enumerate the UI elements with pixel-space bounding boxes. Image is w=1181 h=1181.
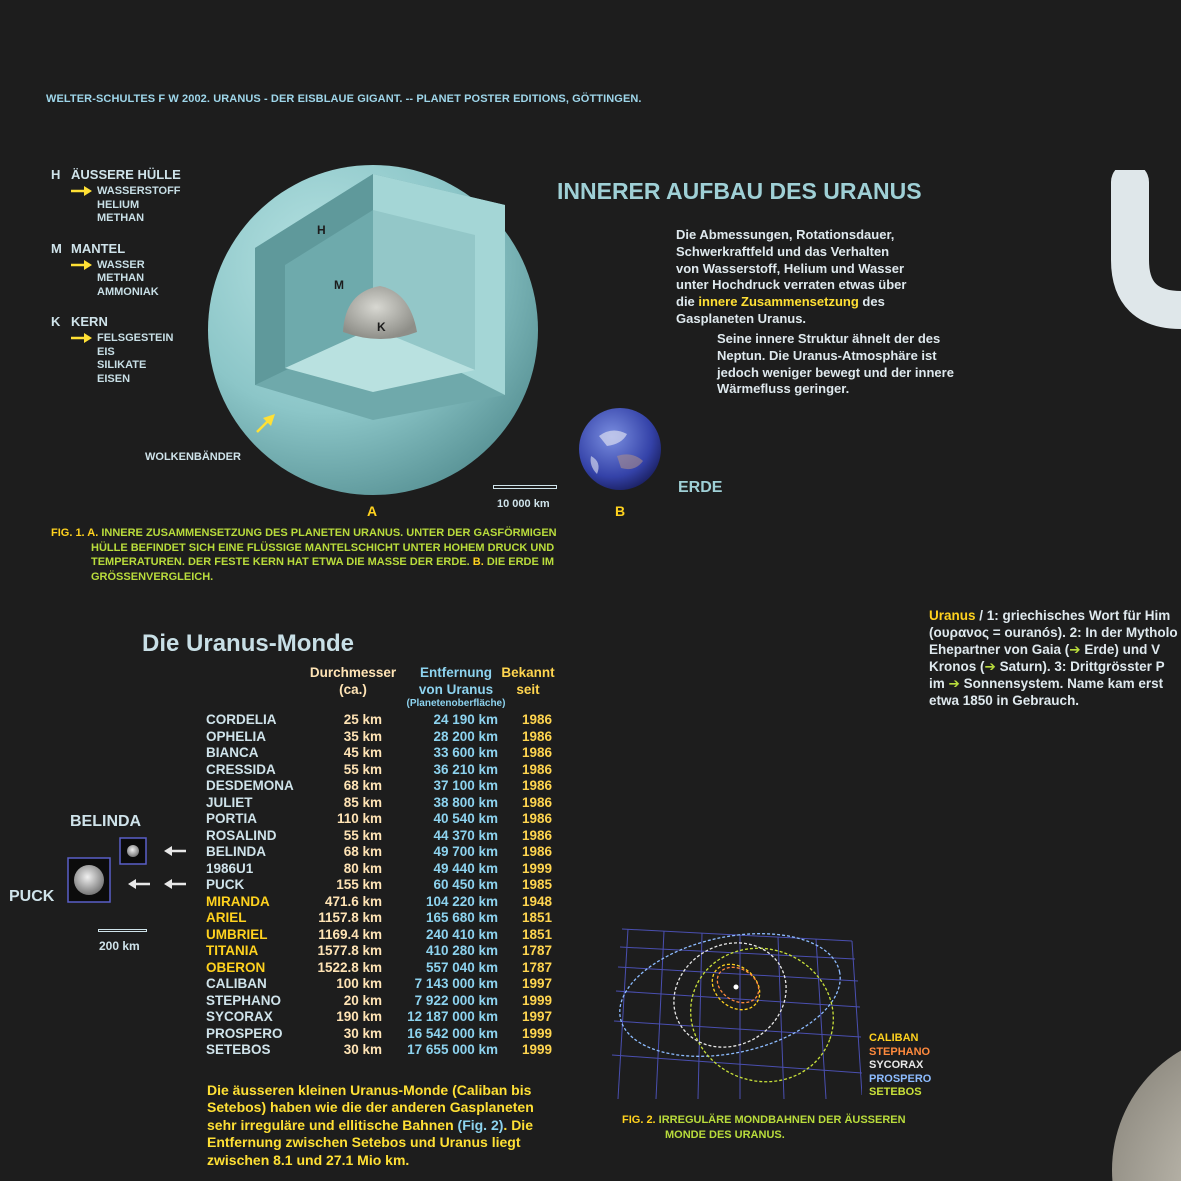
layer-core: [51, 314, 181, 386]
moon-distance: 36 210 km: [433, 761, 498, 777]
moon-diameter: 1577.8 km: [317, 943, 382, 958]
moon-year: 1985: [521, 877, 552, 892]
layer-name: KERN: [71, 314, 108, 329]
text-line: Wärmefluss geringer.: [717, 381, 850, 397]
text-span: Sonnensystem. Name kam erst: [959, 676, 1164, 691]
figure-reference: (Fig. 2): [457, 1116, 504, 1133]
uranus-definition: [929, 607, 1181, 709]
moon-distance: 28 200 km: [433, 728, 498, 744]
moon-photo-fragment: [1110, 1025, 1181, 1181]
text-span: sehr irreguläre und ellitische Bahnen: [207, 1116, 458, 1133]
moon-name: MIRANDA: [206, 893, 270, 909]
moon-year: 1851: [521, 910, 552, 925]
text-line: Die äusseren kleinen Uranus-Monde (Caliban bis: [207, 1082, 532, 1098]
moon-name: CRESSIDA: [206, 761, 276, 777]
moon-diameter: 155 km: [336, 877, 382, 892]
moon-year: 1948: [521, 893, 552, 909]
caption-letter: B.: [472, 556, 484, 569]
component: AMMONIAK: [97, 285, 159, 298]
moon-year: 1986: [521, 761, 552, 777]
caption-prefix: FIG. 2.: [622, 1114, 656, 1126]
moon-name: ROSALIND: [206, 827, 277, 843]
text-line: jedoch weniger bewegt und der innere: [717, 364, 954, 380]
component: HELIUM: [97, 198, 140, 211]
component: FELSGESTEIN: [97, 332, 174, 344]
legend-item: PROSPERO: [869, 1072, 932, 1085]
component: EISEN: [97, 372, 131, 385]
caption-prefix: FIG. 1. A.: [51, 527, 99, 539]
section-title: INNERER AUFBAU DES URANUS: [557, 178, 922, 204]
arrow-right-icon: ➔: [984, 659, 996, 674]
moon-distance: 12 187 000 km: [407, 1009, 498, 1024]
moon-year: 1986: [521, 745, 552, 760]
moon-distance: 44 370 km: [433, 827, 498, 843]
moon-name: SYCORAX: [206, 1009, 273, 1024]
moon-distance: 37 100 km: [433, 778, 498, 793]
moon-name: ARIEL: [206, 910, 247, 925]
moons-title: Die Uranus-Monde: [142, 630, 355, 657]
moon-name: TITANIA: [206, 943, 259, 958]
layer-hull: [51, 167, 181, 226]
belinda-label: BELINDA: [70, 813, 142, 830]
text-span: / 1: griechisches Wort für Him: [975, 608, 1171, 623]
moon-row: [200, 960, 552, 977]
component: METHAN: [97, 212, 145, 224]
moon-year: 1999: [521, 1042, 552, 1057]
moon-distance: 49 700 km: [433, 844, 498, 859]
arrow-right-icon: ➔: [948, 676, 960, 691]
header-line: (ca.): [339, 681, 367, 697]
moon-diameter: 55 km: [343, 761, 382, 777]
text-line: Entfernung zwischen Setebos und Uranus liegt: [207, 1134, 521, 1151]
moon-name: BIANCA: [206, 745, 259, 760]
moon-diameter: 85 km: [343, 794, 382, 810]
moon-name: OPHELIA: [206, 728, 267, 744]
moon-name: OBERON: [206, 959, 266, 975]
layer-mantle: [51, 241, 181, 300]
moon-diameter: 35 km: [343, 728, 382, 744]
arrow-right-icon: [71, 332, 93, 344]
definition-term: Uranus: [929, 608, 976, 623]
legend-item: STEPHANO: [869, 1045, 931, 1058]
arrow-left-icon: [164, 846, 172, 856]
header-note: (Planetenoberfläche): [406, 698, 506, 709]
moon-year: 1997: [521, 976, 552, 991]
arrow-left-icon: [164, 879, 172, 889]
moon-row: [200, 828, 552, 845]
layer-letter: K: [51, 314, 61, 329]
orbit-sycorax: [655, 925, 805, 1067]
caption-line: GRÖSSENVERGLEICH.: [91, 570, 214, 583]
caption-line: DIE ERDE IM: [483, 556, 555, 569]
moon-row: [200, 712, 552, 729]
highlight-text: innere Zusammensetzung: [698, 294, 859, 310]
moon-year: 1986: [521, 712, 552, 727]
moon-diameter: 110 km: [336, 811, 382, 826]
moon-row: [200, 811, 552, 828]
irregular-orbits-diagram: [612, 925, 862, 1100]
moon-year: 1986: [521, 811, 552, 826]
moon-name: PORTIA: [206, 811, 258, 826]
caption-line: TEMPERATUREN. DER FESTE KERN HAT ETWA DIE MASSE DER ERDE.: [91, 556, 473, 569]
text-span: Kronos (: [929, 659, 985, 674]
moon-diameter: 45 km: [343, 745, 382, 760]
column-header-diameter: [300, 665, 406, 698]
moon-year: 1997: [521, 1009, 552, 1024]
citation: WELTER-SCHULTES F W 2002. URANUS - DER EISBLAUE GIGANT. -- PLANET POSTER EDITIONS, GÖTTINGEN.: [46, 93, 642, 105]
text-span: Ehepartner von Gaia (: [929, 642, 1070, 657]
caption-line: IRREGULÄRE MONDBAHNEN DER ÄUSSEREN: [655, 1114, 906, 1126]
poster-title-letter-fragment: [1100, 170, 1181, 330]
text-span: Erde) und V: [1080, 642, 1161, 657]
component: EIS: [97, 345, 115, 358]
figure1-caption: [51, 526, 557, 584]
text-line: Schwerkraftfeld und das Verhalten: [676, 243, 890, 259]
moon-name: STEPHANO: [206, 992, 282, 1008]
moon-diameter: 20 km: [343, 992, 382, 1008]
moon-diameter: 190 km: [336, 1009, 382, 1024]
moon-year: 1787: [521, 959, 552, 975]
scale-label: 10 000 km: [497, 498, 550, 510]
caption-line: INNERE ZUSAMMENSETZUNG DES PLANETEN URANUS. UNTER DER GASFÖRMIGEN: [98, 527, 557, 539]
shell-label-k: K: [377, 320, 386, 334]
legend-item: SYCORAX: [869, 1059, 924, 1071]
moon-year: 1986: [521, 794, 552, 810]
moon-distance: 104 220 km: [425, 893, 498, 909]
moon-row: [200, 1042, 552, 1059]
layer-name: ÄUSSERE HÜLLE: [71, 167, 181, 182]
moon-distance: 240 410 km: [425, 926, 498, 942]
component: METHAN: [97, 272, 145, 284]
moon-row: [200, 778, 552, 795]
text-span: die: [676, 294, 699, 310]
earth-label: ERDE: [678, 479, 723, 496]
text-line: Gasplaneten Uranus.: [676, 310, 807, 326]
moon-year: 1999: [521, 992, 552, 1008]
header-line: Durchmesser: [309, 665, 397, 680]
shell-label-m: M: [334, 278, 344, 292]
orbit-legend: [869, 1032, 931, 1100]
column-header-year: [496, 665, 560, 698]
text-span: im: [929, 676, 949, 691]
outer-moons-paragraph: [207, 1082, 577, 1169]
moon-year: 1999: [521, 1025, 552, 1041]
component: SILIKATE: [97, 359, 147, 371]
moon-diameter: 471.6 km: [324, 893, 382, 909]
header-line: von Uranus: [418, 681, 494, 697]
moon-distance: 165 680 km: [425, 910, 498, 925]
moon-distance: 49 440 km: [433, 860, 498, 876]
moon-name: UMBRIEL: [206, 926, 268, 942]
moon-year: 1999: [521, 860, 552, 876]
layer-legend: [51, 167, 181, 386]
layer-name: MANTEL: [71, 240, 126, 256]
arrow-right-icon: [71, 185, 93, 197]
moon-row: [200, 1026, 552, 1043]
moon-name: 1986U1: [206, 860, 254, 876]
moon-row: [200, 993, 552, 1010]
moon-distance: 60 450 km: [433, 877, 498, 892]
uranus-cutaway-illustration: [205, 160, 550, 500]
moon-diameter: 1522.8 km: [317, 959, 382, 975]
moon-distance: 17 655 000 km: [407, 1042, 498, 1057]
moon-row: [200, 795, 552, 812]
arrow-right-icon: [71, 259, 93, 271]
moon-year: 1986: [521, 728, 552, 744]
moon-diameter: 100 km: [336, 976, 382, 991]
moon-row: [200, 894, 552, 911]
moon-year: 1851: [521, 926, 552, 942]
moon-diameter: 1169.4 km: [318, 926, 382, 942]
shell-label-h: H: [317, 223, 326, 237]
orbit-grid: [612, 929, 862, 1099]
text-line: etwa 1850 in Gebrauch.: [929, 693, 1080, 708]
text-span: des: [858, 294, 885, 310]
moon-row: [200, 844, 552, 861]
moon-diameter: 30 km: [343, 1042, 382, 1057]
component: WASSER: [97, 258, 145, 271]
moon-year: 1986: [521, 844, 552, 859]
aufbau-paragraph-1: [676, 227, 906, 328]
uranus-dot: [734, 985, 739, 990]
moon-distance: 410 280 km: [425, 943, 498, 958]
moon-row: [200, 861, 552, 878]
moon-scale-label: 200 km: [99, 939, 140, 953]
belinda-puck-images: [66, 835, 192, 907]
caption-line: MONDE DES URANUS.: [665, 1128, 785, 1141]
puck-label: PUCK: [9, 888, 55, 905]
earth-illustration: [577, 406, 663, 492]
moon-distance: 7 143 000 km: [414, 976, 498, 991]
legend-item: SETEBOS: [869, 1086, 922, 1098]
moon-row: [200, 762, 552, 779]
text-line: von Wasserstoff, Helium und Wasser: [676, 260, 905, 276]
moon-row: [200, 910, 552, 927]
moon-row: [200, 943, 552, 960]
legend-item: CALIBAN: [869, 1032, 919, 1044]
moon-name: JULIET: [206, 794, 253, 810]
text-line: Setebos) haben wie die der anderen Gasplaneten: [207, 1099, 534, 1116]
header-line: seit: [516, 681, 540, 697]
figure2-caption: [622, 1113, 906, 1142]
moon-diameter: 1157.8 km: [318, 910, 382, 925]
moon-diameter: 25 km: [343, 712, 382, 727]
arrow-left-icon: [128, 879, 136, 889]
moon-diameter: 55 km: [343, 827, 382, 843]
moon-distance: 33 600 km: [433, 745, 498, 760]
moon-distance: 16 542 000 km: [407, 1025, 498, 1041]
moon-row: [200, 745, 552, 762]
text-line: Neptun. Die Uranus-Atmosphäre ist: [717, 347, 937, 363]
moons-table: [200, 712, 552, 1059]
moon-year: 1986: [521, 827, 552, 843]
moon-diameter: 68 km: [343, 778, 382, 793]
moon-name: DESDEMONA: [206, 778, 294, 793]
text-span: Saturn). 3: Drittgrösster P: [995, 659, 1165, 674]
moon-distance: 38 800 km: [433, 794, 498, 810]
moon-row: [200, 877, 552, 894]
header-line: Entfernung: [420, 665, 492, 680]
moon-distance: 24 190 km: [433, 712, 498, 727]
aufbau-paragraph-2: [717, 331, 954, 398]
scale-bar: [493, 485, 557, 489]
text-line: Seine innere Struktur ähnelt der des: [717, 331, 941, 346]
moon-year: 1787: [521, 943, 552, 958]
moon-distance: 557 040 km: [425, 959, 498, 975]
moon-name: PUCK: [206, 877, 245, 892]
moon-distance: 7 922 000 km: [414, 992, 498, 1008]
moon-row: [200, 927, 552, 944]
arrow-right-icon: ➔: [1069, 642, 1081, 657]
moon-year: 1986: [521, 778, 552, 793]
text-line: Die Abmessungen, Rotationsdauer,: [676, 227, 895, 242]
moon-name: SETEBOS: [206, 1042, 271, 1057]
moon-diameter: 68 km: [343, 844, 382, 859]
moon-name: CORDELIA: [206, 712, 277, 727]
header-line: Bekannt: [501, 665, 555, 680]
cloud-bands-label: WOLKENBÄNDER: [145, 451, 241, 463]
moon-scale-bar: [98, 929, 147, 932]
moon-name: BELINDA: [206, 844, 266, 859]
figure-letter-b: B: [615, 503, 626, 519]
component: WASSERSTOFF: [97, 185, 181, 197]
moon-distance: 40 540 km: [433, 811, 498, 826]
moon-row: [200, 729, 552, 746]
layer-letter: M: [51, 240, 62, 256]
moon-name: CALIBAN: [206, 976, 267, 991]
moon-diameter: 80 km: [343, 860, 382, 876]
caption-line: HÜLLE BEFINDET SICH EINE FLÜSSIGE MANTELSCHICHT UNTER HOHEM DRUCK UND: [91, 541, 555, 554]
text-line: zwischen 8.1 und 27.1 Mio km.: [207, 1151, 410, 1168]
moon-name: PROSPERO: [206, 1025, 283, 1041]
figure-letter-a: A: [367, 503, 378, 519]
moon-row: [200, 976, 552, 993]
moon-diameter: 30 km: [343, 1025, 382, 1041]
moon-row: [200, 1009, 552, 1026]
text-span: . Die: [503, 1116, 533, 1133]
text-line: unter Hochdruck verraten etwas über: [676, 277, 907, 293]
text-line: (ουρανος = ouranós). 2: In der Mytholo: [929, 625, 1178, 640]
layer-letter: H: [51, 167, 61, 182]
